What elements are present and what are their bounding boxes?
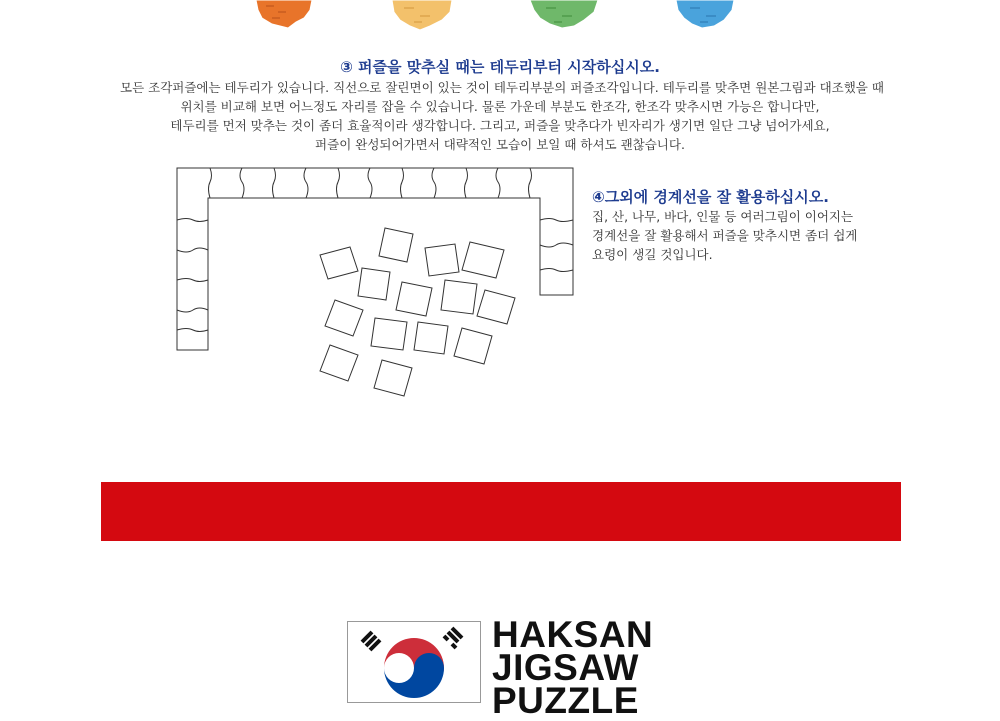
step4-line: 경계선을 잘 활용해서 퍼즐을 맞추시면 좀더 쉽게 <box>592 228 858 243</box>
brand-line: JIGSAW <box>492 647 639 688</box>
brand-line: HAKSAN <box>492 614 654 655</box>
step4-line: 요령이 생길 것입니다. <box>592 247 713 262</box>
step3-description <box>120 78 884 154</box>
orange-pile <box>256 0 312 28</box>
brand-logo-text <box>492 614 654 721</box>
puzzle-border-diagram <box>170 160 590 410</box>
step4-description <box>592 207 857 264</box>
step3-line: 퍼즐이 완성되어가면서 대략적인 모습이 보일 때 하셔도 괜찮습니다. <box>315 137 685 152</box>
blue-pile <box>676 0 734 28</box>
green-pile <box>530 0 598 28</box>
loose-pieces <box>320 228 515 396</box>
step3-line: 위치를 비교해 보면 어느정도 자리를 잡을 수 있습니다. 물론 가운데 부분도 한조각, 한조각 맞추시면 가능은 합니다만, <box>180 99 820 114</box>
korean-flag-icon <box>347 621 481 703</box>
top-border-strip <box>177 168 573 350</box>
step3-title: ③ 퍼즐을 맞추실 때는 테두리부터 시작하십시오. <box>340 58 660 76</box>
sorted-piece-piles <box>0 0 1000 36</box>
yellow-pile <box>392 0 452 30</box>
brand-line: PUZZLE <box>492 680 639 721</box>
step4-line: 집, 산, 나무, 바다, 인물 등 여러그림이 이어지는 <box>592 209 854 224</box>
step3-line: 모든 조각퍼즐에는 테두리가 있습니다. 직선으로 잘린면이 있는 것이 테두리부분의 퍼즐조각입니다. 테두리를 맞추면 원본그림과 대조했을 때 <box>120 80 884 95</box>
step3-line: 테두리를 먼저 맞추는 것이 좀더 효율적이라 생각합니다. 그리고, 퍼즐을 맞추다가 빈자리가 생기면 일단 그냥 넘어가세요, <box>170 118 830 133</box>
step4-title: ④그외에 경계선을 잘 활용하십시오. <box>592 188 829 206</box>
border-piece-knobs <box>177 168 573 332</box>
red-divider-band <box>101 482 901 541</box>
